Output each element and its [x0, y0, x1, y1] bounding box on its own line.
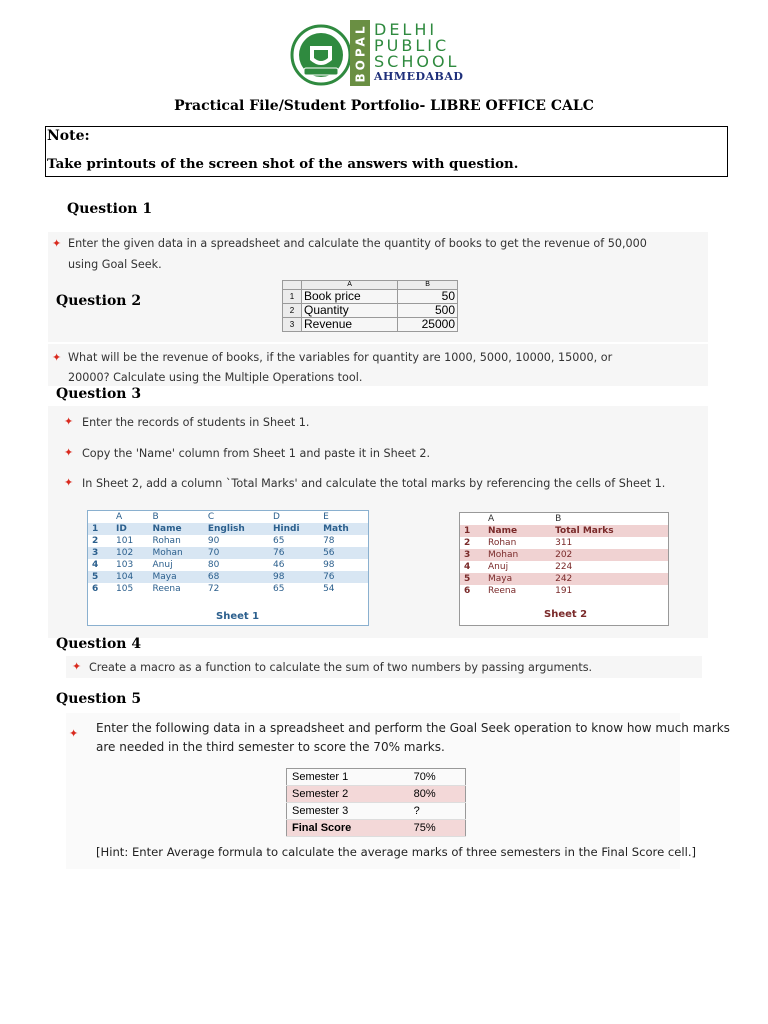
table-cell: 72 — [207, 584, 220, 594]
table-cell: 98 — [269, 571, 319, 583]
row-number: 4 — [464, 562, 471, 572]
question-5-line-1: Enter the following data in a spreadsheet and perform the Goal Seek operation to know how much marks — [96, 721, 730, 735]
table-row — [460, 585, 668, 597]
row-number: 3 — [460, 549, 484, 561]
table-row — [460, 561, 668, 573]
note-text: Take printouts of the screen shot of the answers with question. — [47, 157, 519, 172]
table-cell: 202 — [551, 549, 668, 561]
table-cell: Maya — [484, 573, 551, 585]
table-cell: 90 — [207, 536, 220, 546]
table-cell: 76 — [319, 571, 368, 583]
question-1-table — [282, 280, 458, 332]
question-5-table — [286, 768, 466, 837]
logo-line-delhi: DELHI — [374, 20, 438, 39]
table-cell: 102 — [112, 547, 149, 559]
sheet-1-tab: Sheet 1 — [216, 611, 260, 622]
question-2-heading: Question 2 — [56, 293, 142, 309]
table-cell: 25000 — [398, 318, 458, 332]
table-cell: Math — [319, 523, 368, 535]
question-4-heading: Question 4 — [56, 636, 142, 652]
table-cell: 56 — [319, 547, 368, 559]
question-3-bullet-2: Copy the 'Name' column from Sheet 1 and paste it in Sheet 2. — [82, 447, 431, 460]
table-cell: 311 — [555, 538, 573, 548]
table-cell: 46 — [272, 560, 285, 570]
logo-line-ahmedabad: AHMEDABAD — [374, 70, 464, 83]
table-cell: Anuj — [152, 560, 173, 570]
table-cell: 65 — [272, 536, 285, 546]
table-cell: 242 — [551, 573, 668, 585]
note-label: Note: — [47, 128, 90, 144]
table-cell: Mohan — [484, 549, 551, 561]
table-cell: 224 — [555, 562, 573, 572]
table-cell: Total Marks — [551, 525, 668, 537]
table-cell: 104 — [112, 571, 149, 583]
school-emblem-icon — [290, 24, 352, 86]
bullet-icon: ✦ — [64, 476, 74, 489]
page-title: Practical File/Student Portfolio- LIBRE OFFICE CALC — [174, 98, 594, 114]
logo-band-text: BOPAL — [353, 23, 368, 83]
table-cell: 191 — [555, 586, 573, 596]
table-row — [283, 290, 458, 304]
table-row — [88, 535, 368, 547]
question-5-hint: [Hint: Enter Average formula to calculate the average marks of three semesters in the Final Score cell.] — [96, 845, 697, 859]
row-number: 5 — [460, 573, 484, 585]
table-row — [460, 573, 668, 585]
table-cell: 105 — [116, 584, 134, 594]
table-cell: 103 — [116, 560, 134, 570]
table-cell: 75% — [409, 820, 466, 837]
table-row — [460, 537, 668, 549]
table-row — [287, 769, 466, 786]
table-cell: ? — [409, 803, 466, 820]
row-number: 1 — [88, 523, 112, 535]
row-number: 2 — [92, 536, 99, 546]
question-1-line-1: Enter the given data in a spreadsheet and calculate the quantity of books to get the revenue of 50,000 — [68, 237, 647, 250]
table-cell: 70% — [409, 769, 466, 786]
column-header: D — [272, 512, 280, 522]
table-row — [283, 304, 458, 318]
question-2-line-2: 20000? Calculate using the Multiple Operations tool. — [68, 371, 363, 384]
sheet-1-table — [88, 511, 368, 595]
column-header: A — [488, 514, 495, 524]
bullet-icon: ✦ — [52, 237, 62, 250]
question-4-line-1: Create a macro as a function to calculate the sum of two numbers by passing arguments. — [89, 661, 593, 674]
table-cell: Hindi — [269, 523, 319, 535]
table-cell: English — [204, 523, 269, 535]
corner-cell — [283, 281, 302, 290]
row-number: 4 — [92, 560, 99, 570]
table-row — [287, 803, 466, 820]
sheet-2-table — [460, 513, 668, 597]
row-number: 6 — [464, 586, 471, 596]
logo-line-school: SCHOOL — [374, 52, 460, 71]
row-number: 3 — [283, 318, 302, 332]
column-header: A — [116, 512, 123, 522]
table-cell: 50 — [398, 290, 458, 304]
bullet-icon: ✦ — [64, 446, 74, 459]
row-number: 1 — [460, 525, 484, 537]
row-number: 2 — [464, 538, 471, 548]
question-1-heading: Question 1 — [67, 201, 153, 217]
table-row — [88, 583, 368, 595]
question-3-bullet-3: In Sheet 2, add a column `Total Marks' and calculate the total marks by referencing the cells of Sheet 1. — [82, 477, 666, 490]
table-row — [88, 559, 368, 571]
table-cell: 65 — [272, 584, 285, 594]
table-cell: Maya — [149, 571, 204, 583]
question-2-line-1: What will be the revenue of books, if the variables for quantity are 1000, 5000, 10000, 15000, or — [68, 351, 613, 364]
table-cell: 78 — [323, 536, 335, 546]
table-cell: Rohan — [152, 536, 181, 546]
table-row — [88, 547, 368, 559]
table-cell: 80 — [207, 560, 220, 570]
table-cell: Book price — [302, 290, 398, 304]
row-number: 2 — [283, 304, 302, 318]
table-cell: Revenue — [302, 318, 398, 332]
table-cell: 68 — [204, 571, 269, 583]
table-cell: Name — [484, 525, 551, 537]
bullet-icon: ✦ — [72, 660, 82, 673]
sheet-2-tab: Sheet 2 — [544, 609, 588, 620]
table-cell: Semester 3 — [287, 803, 409, 820]
column-header: B — [555, 514, 562, 524]
table-row — [287, 820, 466, 837]
table-cell: Semester 1 — [287, 769, 409, 786]
row-number: 5 — [88, 571, 112, 583]
table-cell: Reena — [488, 586, 517, 596]
question-1-line-2: using Goal Seek. — [68, 258, 162, 271]
column-header: B — [398, 281, 458, 290]
table-cell: 98 — [323, 560, 335, 570]
table-row — [460, 525, 668, 537]
bullet-icon: ✦ — [52, 351, 62, 364]
table-cell: Final Score — [287, 820, 409, 837]
table-row — [283, 318, 458, 332]
table-cell: Reena — [152, 584, 181, 594]
table-row — [88, 523, 368, 535]
table-cell: Rohan — [488, 538, 517, 548]
table-cell: Name — [149, 523, 204, 535]
column-header: B — [152, 512, 159, 522]
table-cell: Mohan — [149, 547, 204, 559]
table-cell: Anuj — [488, 562, 509, 572]
table-cell: 76 — [269, 547, 319, 559]
table-row — [460, 549, 668, 561]
column-header: C — [207, 512, 215, 522]
row-number: 3 — [88, 547, 112, 559]
logo-line-public: PUBLIC — [374, 36, 450, 55]
table-row — [287, 786, 466, 803]
table-cell: 54 — [323, 584, 335, 594]
column-header: E — [323, 512, 329, 522]
column-header: A — [302, 281, 398, 290]
question-3-bullet-1: Enter the records of students in Sheet 1. — [82, 416, 310, 429]
sheet-1-table-image — [87, 510, 369, 626]
table-row — [88, 571, 368, 583]
question-5-heading: Question 5 — [56, 691, 142, 707]
table-cell: Quantity — [302, 304, 398, 318]
question-3-heading: Question 3 — [56, 386, 142, 402]
table-cell: 500 — [398, 304, 458, 318]
table-cell: 70 — [204, 547, 269, 559]
table-cell: Semester 2 — [287, 786, 409, 803]
row-number: 6 — [92, 584, 99, 594]
row-number: 1 — [283, 290, 302, 304]
bullet-icon: ✦ — [69, 727, 79, 740]
table-cell: 101 — [116, 536, 134, 546]
logo-band — [350, 20, 370, 86]
table-cell: ID — [112, 523, 149, 535]
bullet-icon: ✦ — [64, 415, 74, 428]
question-5-line-2: are needed in the third semester to score the 70% marks. — [96, 740, 445, 754]
table-cell: 80% — [409, 786, 466, 803]
